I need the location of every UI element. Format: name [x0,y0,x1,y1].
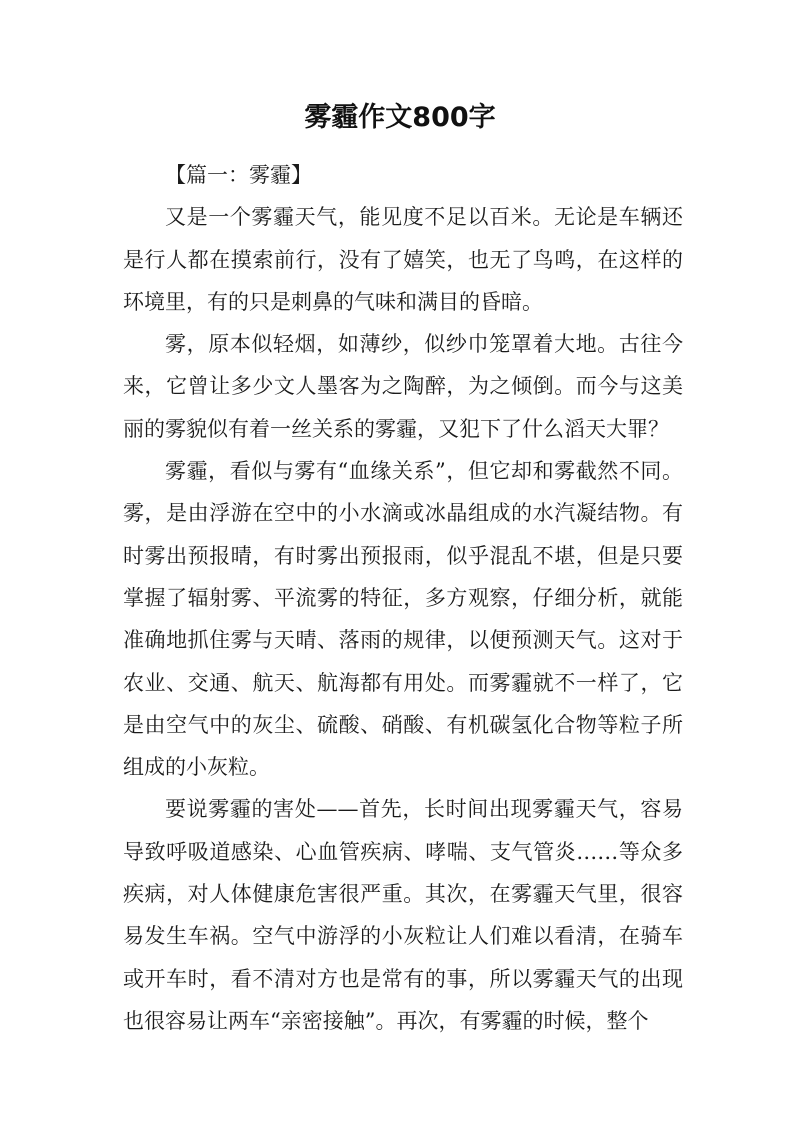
paragraph-1: 又是一个雾霾天气，能见度不足以百米。无论是车辆还是行人都在摸索前行，没有了嬉笑，也无了鸟鸣，在这样的环境里，有的只是刺鼻的气味和满目的昏暗。 [123,205,683,314]
paragraph-2: 雾，原本似轻烟，如薄纱，似纱巾笼罩着大地。古往今来，它曾让多少文人墨客为之陶醉，为之倾倒。而今与这美丽的雾貌似有着一丝关系的雾霾，又犯下了什么滔天大罪？ [123,332,683,441]
document-body [123,154,683,1042]
section-heading: 【篇一：雾霾】 [165,163,312,187]
document-title: 雾霾作文800字 [304,102,496,133]
paragraph-3: 雾霾，看似与雾有“血缘关系”，但它却和雾截然不同。雾，是由浮游在空中的小水滴或冰晶组成的水汽凝结物。有时雾出预报晴，有时雾出预报雨，似乎混乱不堪，但是只要掌握了辐射雾、平流雾的特征，多方观察，仔细分析，就能准确地抓住雾与天晴、落雨的规律，以便预测天气。这对于农业、交通、航天、航海都有用处。而雾霾就不一样了，它是由空气中的灰尘、硫酸、硝酸、有机碳氢化合物等粒子所组成的小灰粒。 [123,459,683,780]
paragraph-4: 要说雾霾的害处——首先，长时间出现雾霾天气，容易导致呼吸道感染、心血管疾病、哮喘、支气管炎……等众多疾病，对人体健康危害很严重。其次，在雾霾天气里，很容易发生车祸。空气中游浮的小灰粒让人们难以看清，在骑车或开车时，看不清对方也是常有的事，所以雾霾天气的出现也很容易让两车“亲密接触”。再次，有雾霾的时候，整个 [123,797,683,1033]
